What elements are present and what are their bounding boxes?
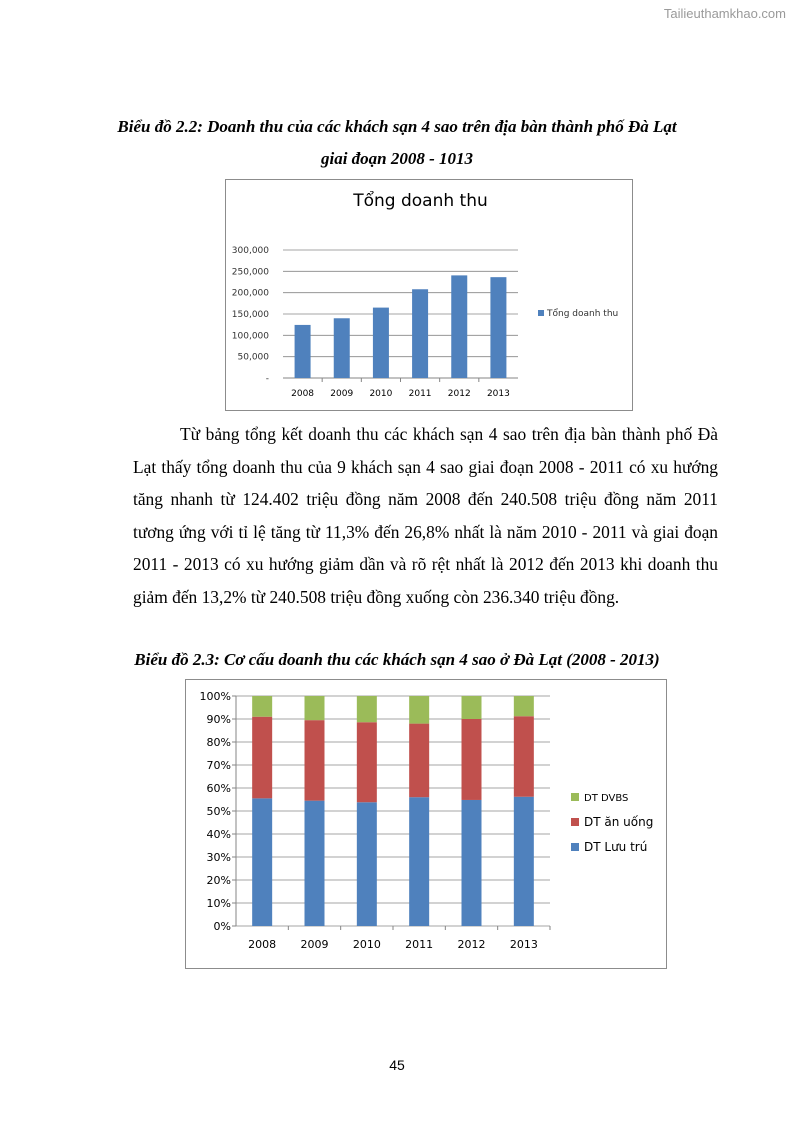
chart2-x-tick-label: 2013 (509, 938, 538, 951)
chart2-y-tick-label: 100% (199, 690, 231, 703)
chart2-y-tick-label: 80% (206, 736, 231, 749)
revenue-structure-chart-svg (186, 680, 666, 968)
chart1-bar (490, 277, 506, 378)
chart2-bar-segment (409, 724, 429, 798)
chart2-bar-segment (252, 696, 272, 717)
chart2-bar-segment (514, 797, 534, 926)
chart2-bar-segment (409, 696, 429, 724)
chart2-y-tick-label: 70% (206, 759, 231, 772)
chart2-bar-segment (462, 719, 482, 800)
chart1-y-tick-label: 100,000 (231, 331, 269, 342)
chart2-bar-segment (514, 696, 534, 716)
chart1-y-tick-label: 200,000 (231, 288, 269, 299)
chart2-legend-swatch (571, 793, 579, 801)
chart2-legend-label: DT Lưu trú (584, 840, 648, 854)
page-number: 45 (389, 1057, 405, 1073)
revenue-structure-chart (185, 679, 667, 969)
chart1-x-tick-label: 2011 (408, 389, 432, 399)
chart2-bar-segment (514, 716, 534, 797)
chart1-bar (334, 318, 350, 378)
chart2-bar-segment (305, 801, 325, 926)
chart2-x-tick-label: 2008 (248, 938, 277, 951)
chart1-y-tick-label: 250,000 (231, 267, 269, 278)
chart1-legend-swatch (538, 310, 544, 316)
chart2-x-tick-label: 2009 (300, 938, 329, 951)
chart1-x-tick-label: 2009 (330, 389, 354, 399)
chart2-bar-segment (409, 797, 429, 926)
chart2-bar-segment (357, 696, 377, 722)
chart1-title: Tổng doanh thu (353, 191, 488, 211)
chart2-x-tick-label: 2011 (405, 938, 434, 951)
chart1-bar (451, 275, 467, 378)
chart1-legend-label: Tổng doanh thu (547, 309, 619, 319)
chart1-caption-line1: Biểu đồ 2.2: Doanh thu của các khách sạn 4 sao trên địa bàn thành phố Đà Lạt (117, 117, 677, 136)
chart2-legend-swatch (571, 843, 579, 851)
chart2-caption: Biểu đồ 2.3: Cơ cấu doanh thu các khách sạn 4 sao ở Đà Lạt (2008 - 2013) (134, 650, 660, 669)
total-revenue-chart-svg (226, 180, 632, 410)
chart1-y-tick-label: 50,000 (237, 352, 269, 363)
chart2-y-tick-label: 10% (206, 897, 231, 910)
chart2-legend-label: DT DVBS (584, 793, 629, 804)
chart2-y-tick-label: 50% (206, 805, 231, 818)
chart2-bar-segment (357, 722, 377, 802)
chart2-bar-segment (252, 798, 272, 926)
analysis-paragraph: Từ bảng tổng kết doanh thu các khách sạn 4 sao trên địa bàn thành phố Đà Lạt thấy tổng doanh thu của 9 khách sạn 4 sao giai đoạn 2008 - 2011 có xu hướng tăng nhanh từ 124.402 triệu đồng năm 2008 đến 240.508 triệu đồng năm 2011 tương ứng với tỉ lệ tăng từ 11,3% đến 26,8% nhất là năm 2010 - 2011 và giai đoạn 2011 - 2013 có xu hướng giảm dần và rõ rệt nhất là 2012 đến 2013 khi doanh thu giảm đến 13,2% từ 240.508 triệu đồng xuống còn 236.340 triệu đồng. (133, 424, 718, 607)
chart2-x-tick-label: 2012 (457, 938, 486, 951)
chart2-bar-segment (462, 696, 482, 719)
chart2-y-tick-label: 20% (206, 874, 231, 887)
chart2-legend-label: DT ăn uống (584, 815, 654, 829)
chart1-x-tick-label: 2010 (369, 389, 393, 399)
chart2-x-tick-label: 2010 (352, 938, 381, 951)
chart1-x-tick-label: 2012 (447, 389, 471, 399)
watermark: Tailieuthamkhao.com (663, 6, 786, 21)
chart2-y-tick-label: 60% (206, 782, 231, 795)
chart2-y-tick-label: 40% (206, 828, 231, 841)
chart2-y-tick-label: 90% (206, 713, 231, 726)
chart1-bar (373, 308, 389, 378)
chart1-bar (295, 325, 311, 378)
chart2-bar-segment (305, 696, 325, 720)
chart2-bar-segment (305, 720, 325, 801)
chart1-y-tick-label: 150,000 (231, 310, 269, 320)
chart2-bar-segment (252, 717, 272, 799)
chart2-bar-segment (462, 800, 482, 926)
chart2-legend-swatch (571, 818, 579, 826)
chart2-bar-segment (357, 802, 377, 926)
chart1-y-tick-label: - (265, 374, 269, 384)
chart1-bar (412, 289, 428, 378)
chart1-caption-line2: giai đoạn 2008 - 1013 (320, 149, 474, 168)
chart1-x-tick-label: 2008 (291, 389, 315, 399)
chart2-y-tick-label: 30% (206, 851, 231, 864)
chart1-x-tick-label: 2013 (486, 389, 510, 399)
chart1-y-tick-label: 300,000 (231, 246, 269, 256)
total-revenue-chart (225, 179, 633, 411)
chart2-y-tick-label: 0% (213, 920, 231, 933)
